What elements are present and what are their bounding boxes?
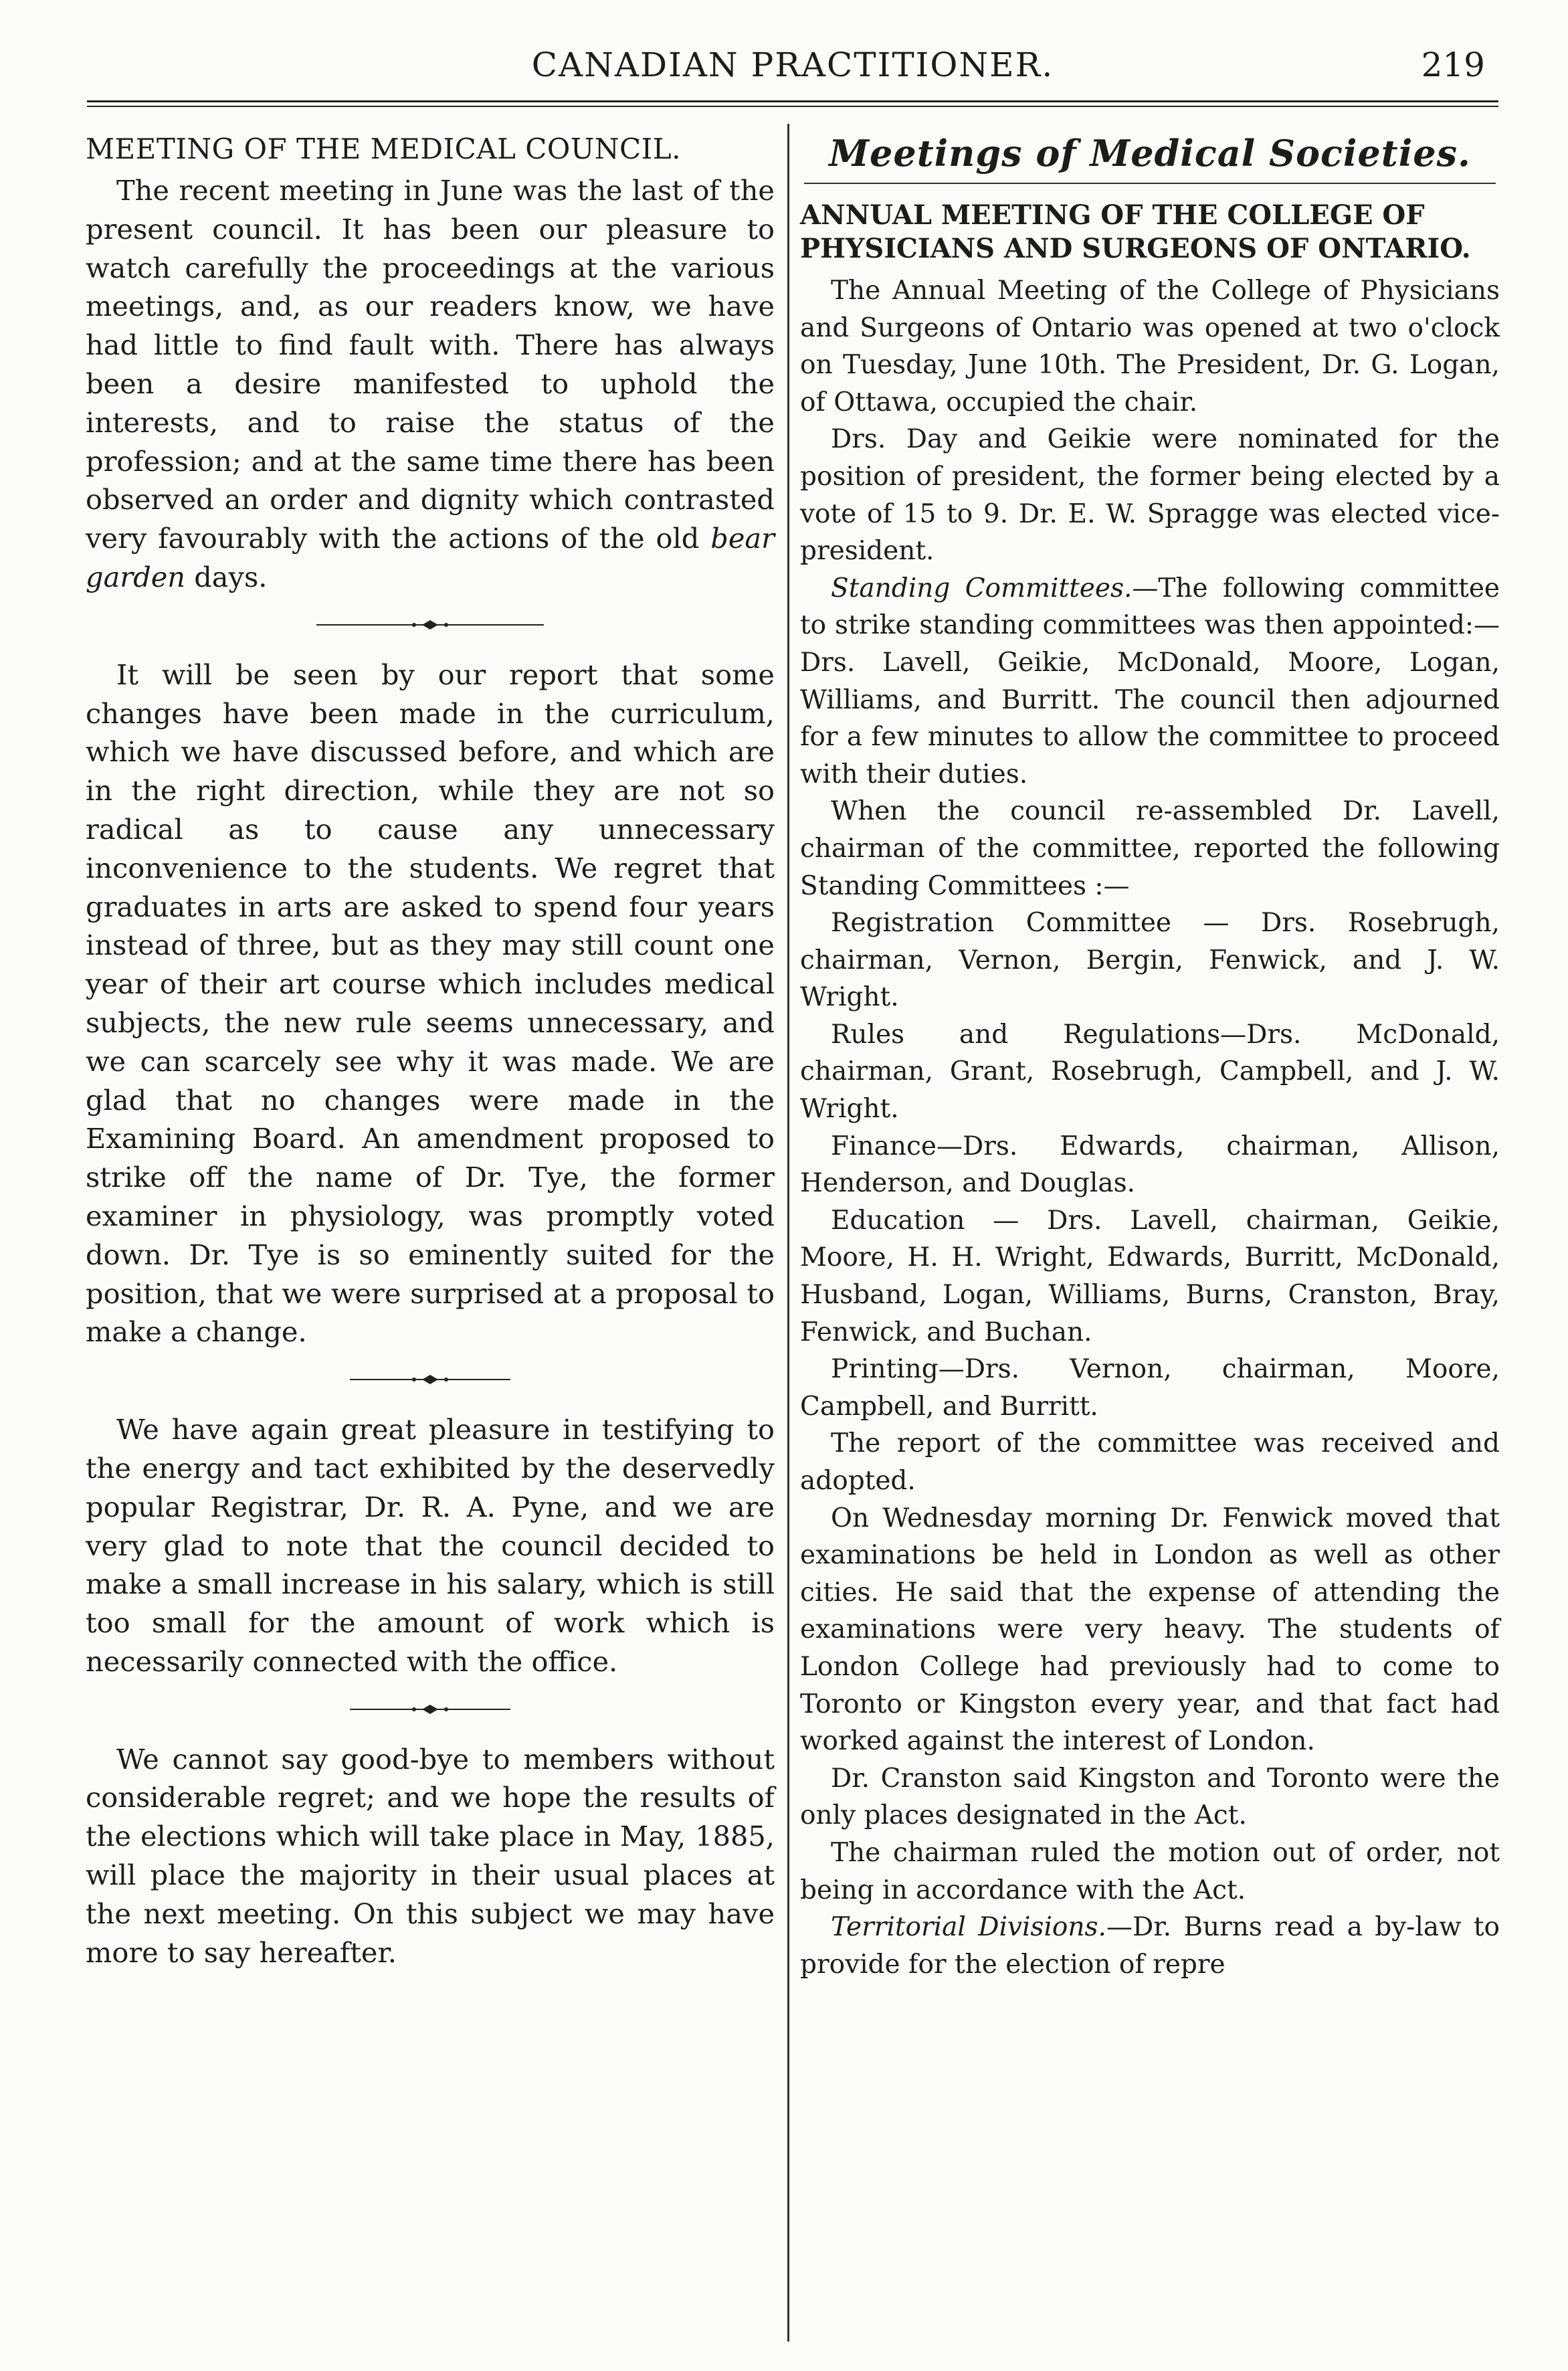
report-paragraph: Dr. Cranston said Kingston and Toronto were the only places designated in the Act. [800, 1763, 1500, 1831]
italic-subhead: Standing Committees. [831, 573, 1133, 603]
editorial-paragraph: We have again great pleasure in testifying to the energy and tact exhibited by the deservedly popular Registrar, Dr. R. A. Pyne, and we are very glad to note that the council decided to make a small increase in his salary, which is still too small for the amount of work which is necessarily connected with the office. [86, 1413, 775, 1678]
committee-entry: Rules and Regulations—Drs. McDonald, chairman, Grant, Rosebrugh, Campbell, and J. W. Wright. [800, 1019, 1500, 1125]
paragraph-text: —Dr. Burns read a by-law to provide for the election of repre [800, 1912, 1500, 1980]
left-column [86, 130, 775, 1972]
committee-entry: Registration Committee — Drs. Rosebrugh, chairman, Vernon, Bergin, Fenwick, and J. W. Wright. [800, 908, 1500, 1013]
paragraph-text: —The following committee to strike standing committees was then appointed:—Drs. Lavell, Geikie, McDonald, Moore, Logan, Williams, and Burritt. The council then adjourned for a few minutes to allow the committee to proceed with their duties. [800, 573, 1500, 789]
report-paragraph: Drs. Day and Geikie were nominated for the position of president, the former being elected by a vote of 15 to 9. Dr. E. W. Spragge was elected vice-president. [800, 424, 1500, 567]
editorial-paragraph: We cannot say good-bye to members without considerable regret; and we hope the results of the elections which will take place in May, 1885, will place the majority in their usual places at the next meeting. On this subject we may have more to say hereafter. [86, 1742, 775, 1969]
editorial-paragraph [86, 171, 775, 597]
section-ornament [86, 1693, 775, 1725]
italic-subhead: Territorial Divisions. [831, 1912, 1106, 1943]
ornament-rule-icon [316, 618, 544, 632]
running-title: CANADIAN PRACTITIONER. [531, 45, 1054, 84]
page-number: 219 [1421, 45, 1485, 84]
ornament-rule-icon [350, 1373, 510, 1386]
italic-phrase: bear garden [86, 522, 775, 593]
running-head [87, 45, 1498, 92]
report-paragraph: The Annual Meeting of the College of Physicians and Surgeons of Ontario was opened at two o'clock on Tuesday, June 10th. The President, Dr. G. Logan, of Ottawa, occupied the chair. [800, 276, 1500, 417]
report-paragraph [800, 570, 1500, 793]
ornament-rule-icon [350, 1703, 510, 1716]
paragraph-text: The recent meeting in June was the last of the present council. It has been our pleasure to watch carefully the proceedings at the various meetings, and, as our readers know, we have had little to find fault with. There has always been a desire manifested to uphold the interests, and to raise the status of the profession; and at the same time there has been observed an order and dignity which contrasted very favourably with the actions of the old [86, 174, 775, 555]
report-paragraph: The report of the committee was received and adopted. [800, 1428, 1500, 1496]
editorial-paragraph: It will be seen by our report that some changes have been made in the curriculum, which we have discussed before, and which are in the right direction, while they are not so radical as to cause any unnecessary inconvenience to the students. We regret that graduates in arts are asked to spend four years instead of three, but as they may still count one year of their art course which includes medical subjects, the new rule seems unnecessary, and we can scarcely see why it was made. We are glad that no changes were made in the Examining Board. An amendment proposed to strike off the name of Dr. Tye, the former examiner in physiology, was promptly voted down. Dr. Tye is so eminently suited for the position, that we were surprised at a proposal to make a change. [86, 658, 775, 1349]
committee-entry: Finance—Drs. Edwards, chairman, Allison, Henderson, and Douglas. [800, 1131, 1500, 1199]
societies-heading: Meetings of Medical Societies. [829, 132, 1471, 175]
heading-rule [804, 183, 1496, 184]
report-paragraph: On Wednesday morning Dr. Fenwick moved that examinations be held in London as well as other cities. He said that the expense of attending the examinations were very heavy. The students of London College had previously had to come to Toronto or Kingston every year, and that fact had worked against the interest of London. [800, 1503, 1500, 1757]
report-paragraph [800, 1909, 1500, 1983]
report-paragraph: The chairman ruled the motion out of order, not being in accordance with the Act. [800, 1837, 1500, 1905]
right-column [800, 130, 1500, 1983]
header-rule-top [87, 100, 1498, 102]
paragraph-text: days. [185, 560, 268, 593]
section-ornament [86, 609, 775, 641]
section-ornament [86, 1363, 775, 1396]
editorial-heading: MEETING OF THE MEDICAL COUNCIL. [86, 132, 681, 165]
column-divider [787, 124, 789, 2342]
report-heading: ANNUAL MEETING OF THE COLLEGE OF PHYSICIANS AND SURGEONS OF ONTARIO. [800, 199, 1471, 264]
header-rule-bottom [87, 106, 1498, 107]
committee-entry: Printing—Drs. Vernon, chairman, Moore, Campbell, and Burritt. [800, 1354, 1500, 1422]
report-paragraph: When the council re-assembled Dr. Lavell, chairman of the committee, reported the following Standing Committees :— [800, 796, 1500, 901]
committee-entry: Education — Drs. Lavell, chairman, Geikie, Moore, H. H. Wright, Edwards, Burritt, McDonald, Husband, Logan, Williams, Burns, Cranston, Bray, Fenwick, and Buchan. [800, 1205, 1500, 1347]
